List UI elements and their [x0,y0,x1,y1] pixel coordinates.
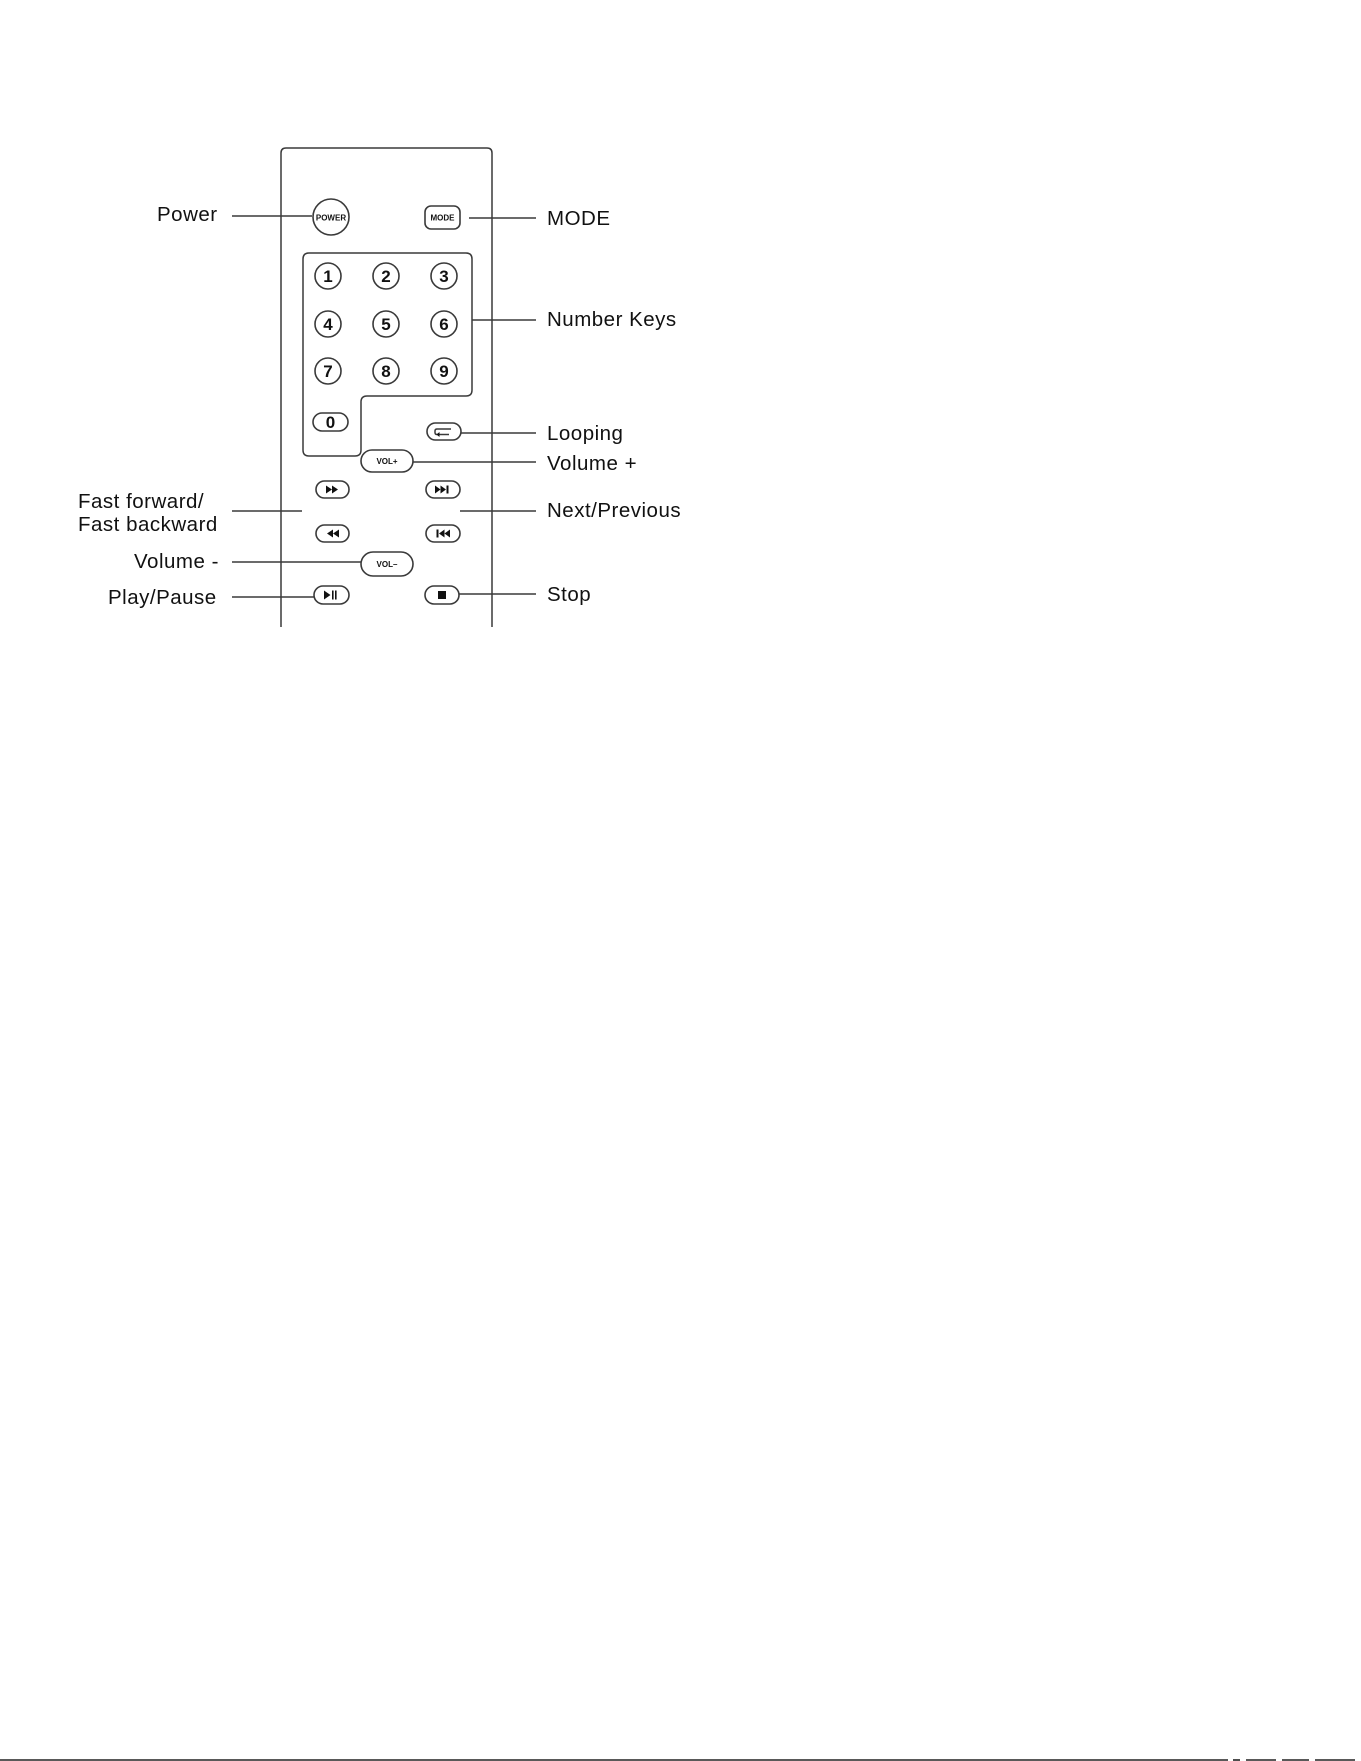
digit-label: 4 [323,315,333,334]
digit-label: 9 [439,362,449,381]
digit-label: 7 [323,362,333,381]
stop-icon [438,591,446,599]
digit-button-3[interactable] [431,263,457,289]
volume-up-button[interactable] [361,450,413,472]
label-looping: Looping [547,422,624,445]
label-stop: Stop [547,583,592,606]
digit-button-0[interactable] [313,413,348,432]
next-button[interactable] [426,481,460,498]
digit-button-5[interactable] [373,311,399,337]
digit-button-1[interactable] [315,263,341,289]
digit-label: 2 [381,267,391,286]
digit-button-4[interactable] [315,311,341,337]
digit-label: 6 [439,315,449,334]
label-number-keys: Number Keys [547,308,677,331]
label-power: Power [157,203,218,226]
fast-forward-button[interactable] [316,481,349,498]
digit-button-7[interactable] [315,358,341,384]
digit-label: 3 [439,267,449,286]
volume-down-button[interactable] [361,552,413,576]
vol-minus-label: VOL– [376,560,398,569]
label-volume-plus: Volume + [547,452,638,475]
play-pause-button[interactable] [314,586,349,604]
stop-button[interactable] [425,586,459,604]
mode-key-label: MODE [430,213,455,223]
vol-plus-label: VOL+ [376,457,398,466]
looping-button[interactable] [427,423,461,440]
label-mode: MODE [547,207,611,230]
fast-backward-button[interactable] [316,525,349,542]
digit-label: 1 [323,267,333,286]
digit-label: 5 [381,315,391,334]
digit-button-2[interactable] [373,263,399,289]
digit-button-6[interactable] [431,311,457,337]
label-fast-line1: Fast forward/ [78,490,205,513]
digit-label: 8 [381,362,391,381]
label-next-previous: Next/Previous [547,499,682,522]
power-key-label: POWER [315,213,347,223]
label-volume-minus: Volume - [134,550,219,573]
previous-button[interactable] [426,525,460,542]
digit-label: 0 [325,413,336,432]
digit-button-9[interactable] [431,358,457,384]
label-fast-line2: Fast backward [78,513,218,536]
label-play-pause: Play/Pause [108,586,217,609]
digit-button-8[interactable] [373,358,399,384]
power-button[interactable] [313,199,349,235]
mode-button[interactable] [425,206,460,229]
